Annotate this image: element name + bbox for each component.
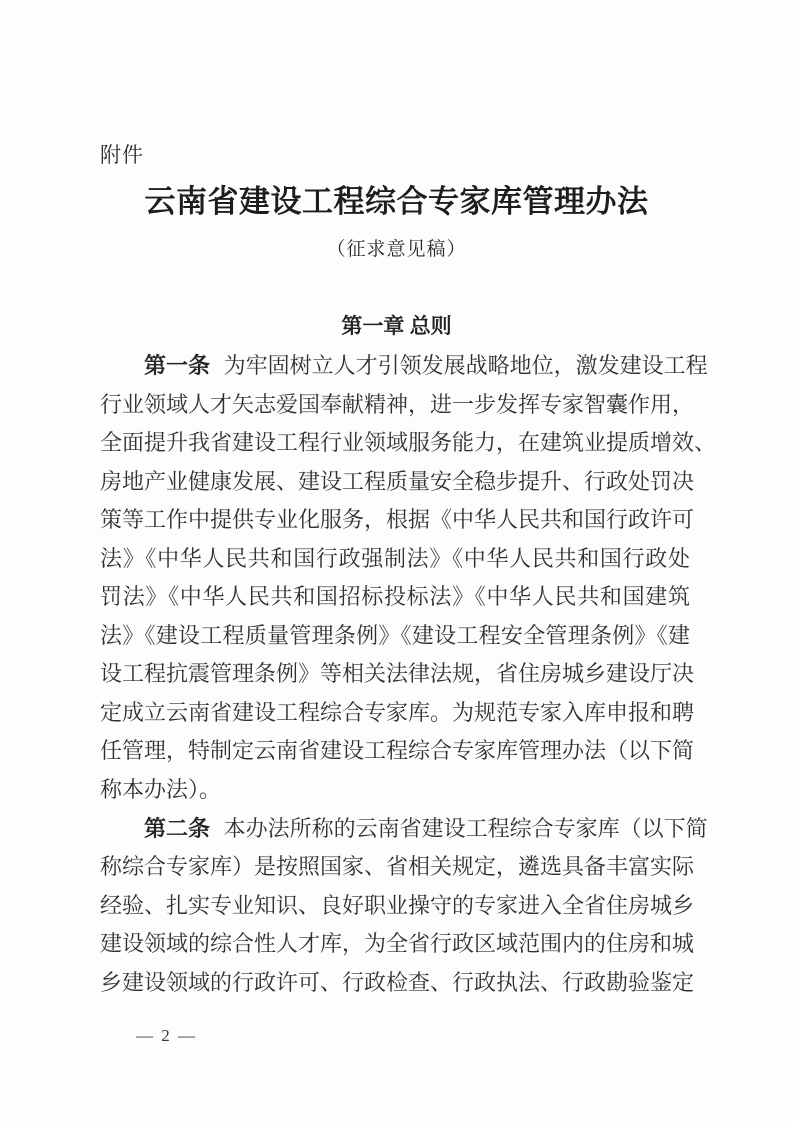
paragraph-1-line-1 [100, 347, 708, 386]
paragraph-2-line-5: 乡建设领域的行政许可、行政检查、行政执法、行政勘验鉴定 [100, 969, 695, 995]
text-line: 为牢固树立人才引领发展战略地位，激发建设工程 [223, 353, 708, 378]
paragraph-1-line-12: 称本办法）。 [100, 777, 222, 803]
paragraph-1-line-9: 设工程抗震管理条例》等相关法律法规，省住房城乡建设厅决 [100, 661, 695, 687]
text-line: 本办法所称的云南省建设工程综合专家库（以下简 [223, 815, 708, 841]
paragraph-1-line-6: 法》《中华人民共和国行政强制法》《中华人民共和国行政处 [100, 545, 690, 571]
page-number: — 2 — [136, 1026, 197, 1045]
paragraph-2-line-4: 建设领域的综合性人才库，为全省行政区域范围内的住房和城 [100, 931, 695, 957]
document-title: 云南省建设工程综合专家库管理办法 [144, 184, 649, 219]
document-body [100, 347, 717, 1002]
paragraph-1-line-8: 法》《建设工程质量管理条例》《建设工程安全管理条例》《建 [100, 622, 690, 648]
paragraph-2-line-3: 经验、扎实专业知识、良好职业操守的专家进入全省住房城乡 [100, 892, 695, 918]
paragraph-1-line-2: 行业领域人才矢志爱国奉献精神，进一步发挥专家智囊作用， [100, 391, 695, 417]
paragraph-1-line-4: 房地产业健康发展、建设工程质量安全稳步提升、行政处罚决 [100, 468, 695, 494]
chapter-heading: 第一章 总则 [341, 314, 452, 338]
document-subtitle: （征求意见稿） [326, 239, 467, 260]
article-2-number: 第二条 [144, 815, 211, 841]
paragraph-1-line-3: 全面提升我省建设工程行业领域服务能力，在建筑业提质增效、 [100, 430, 717, 456]
paragraph-1-line-11: 任管理，特制定云南省建设工程综合专家库管理办法（以下简 [100, 738, 695, 764]
paragraph-1-line-7: 罚法》《中华人民共和国招标投标法》《中华人民共和国建筑 [100, 584, 690, 610]
paragraph-2-line-2: 称综合专家库）是按照国家、省相关规定，遴选具备丰富实际 [100, 854, 695, 880]
attachment-label: 附件 [100, 143, 144, 167]
paragraph-1-line-5: 策等工作中提供专业化服务，根据《中华人民共和国行政许可 [100, 507, 695, 533]
paragraph-1-line-10: 定成立云南省建设工程综合专家库。为规范专家入库申报和聘 [100, 699, 695, 725]
article-1-number: 第一条 [144, 353, 211, 378]
paragraph-2-line-1 [100, 810, 708, 849]
